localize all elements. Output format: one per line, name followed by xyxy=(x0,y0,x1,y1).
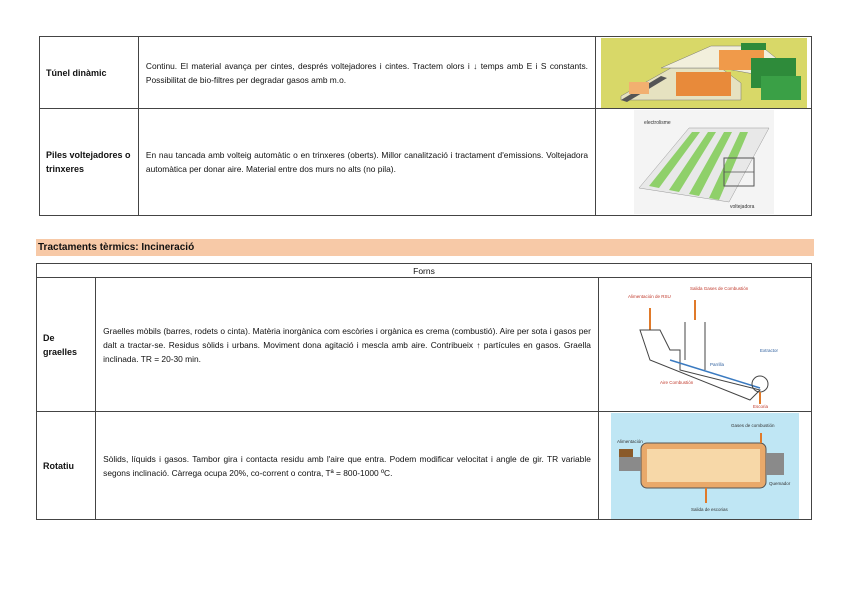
kiln-label-3: Quemador xyxy=(768,480,791,486)
windrow-diagram xyxy=(634,110,774,214)
grate-label-6: Parrilla xyxy=(709,361,724,367)
table-row xyxy=(37,412,812,520)
furnace-table xyxy=(36,263,812,520)
row-description: Continu. El material avança per cintes, després voltejadores i cintes. Tractem olors i ↓ temps amb E i S constants. Possibilitat de bio-filtres per degradar gasos amb m.o. xyxy=(138,37,595,109)
windrow-label-2: voltejadora xyxy=(729,204,754,210)
grate-label-2: Salida Gases de Combustión xyxy=(689,285,749,291)
row-label: Túnel dinàmic xyxy=(40,37,139,109)
grate-furnace-image xyxy=(598,278,811,412)
table-header: Forns xyxy=(37,264,812,278)
tunnel-image xyxy=(596,37,812,109)
composting-table xyxy=(39,36,812,216)
grate-label-3: Extractor xyxy=(759,347,778,353)
section-title: Tractaments tèrmics: Incineració xyxy=(36,239,814,256)
row-description: Graelles mòbils (barres, rodets o cinta). Matèria inorgànica com escòries i orgànica es crema (combustió). Aire per sota i gasos per dalt a tractar-se. Residus sòlids i urbans. Moviment dona agitació i mescla amb aire. Contribueix ↑ partícules en gasos. Graella inclinada. TR = 20-30 min. xyxy=(96,278,599,412)
row-label: Rotatiu xyxy=(37,412,96,520)
windrow-image xyxy=(596,109,812,216)
table-row xyxy=(40,109,812,216)
kiln-label-4: Salida de escorias xyxy=(690,506,728,512)
grate-label-4: Escoria xyxy=(752,403,768,409)
row-description: En nau tancada amb volteig automàtic o en trinxeres (oberts). Millor canalització i tractament d'emissions. Voltejadora automàtica per donar aire. Material entre dos murs no alts (no pila). xyxy=(138,109,595,216)
grate-label-5: Aire Combustión xyxy=(659,379,694,385)
row-label: Piles voltejadores o trinxeres xyxy=(40,109,139,216)
row-label: De graelles xyxy=(37,278,96,412)
grate-furnace-diagram xyxy=(610,280,800,410)
table-row xyxy=(37,278,812,412)
kiln-label-2: Alimentación xyxy=(616,438,643,444)
rotary-kiln-diagram xyxy=(611,413,799,519)
rotary-kiln-image xyxy=(598,412,811,520)
table-row xyxy=(40,37,812,109)
windrow-label-1: electrolisme xyxy=(643,120,671,126)
row-description: Sòlids, líquids i gasos. Tambor gira i contacta residu amb l'aire que entra. Podem modificar velocitat i angle de gir. TR variable segons inclinació. Càrrega ocupa 20%, co-corrent o contra, Tª = 800-1000 ºC. xyxy=(96,412,599,520)
tunnel-diagram xyxy=(601,38,807,108)
grate-label-1: Alimentación de RSU xyxy=(627,293,671,299)
kiln-label-1: Gases de combustión xyxy=(730,422,775,428)
